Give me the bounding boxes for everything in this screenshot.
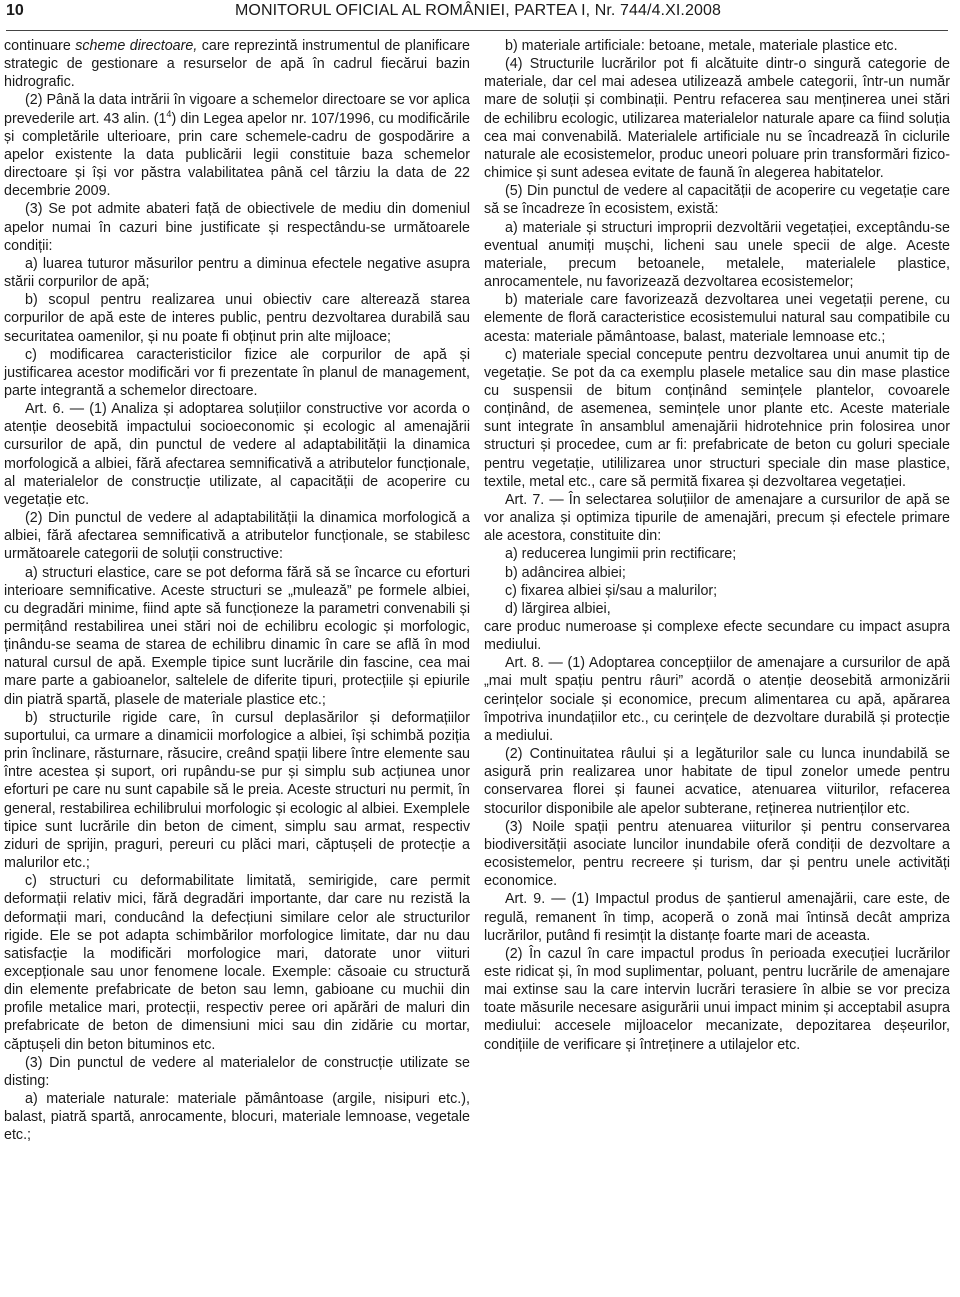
paragraph: c) structuri cu deformabilitate limitată, semirigide, care permit deformații relativ mici, fără degradări importante, dar care nu rezistă la deformații mari, conducând la defecțiuni similare celor ale structurilor rigide. Ele se pot adapta schimbărilor morfologice limitate, dar nu dau satisfacție la modificări morfologice mari, datorate unor viituri excepționale sau unor fenomene locale. Exemple: căsoaie cu structură din elemente prefabricate de beton sau lemn, gabioane cu muchii din profile metalice mari, protecții, respectiv peree ori apărări de maluri din prefabricate de beton de dimensiuni mici sau din zidărie cu mortar, căptușeli din beton bituminos etc.	[4, 873, 470, 1053]
paragraph: a) luarea tuturor măsurilor pentru a diminua efectele negative asupra stării corpurilor de apă;	[4, 255, 470, 291]
paragraph: (2) Din punctul de vedere al adaptabilității la dinamica morfologică a albiei, fără afectarea semnificativă a atributelor funcționale, se stabilesc următoarele categorii de soluții constructive:	[4, 510, 470, 563]
list-item: c) fixarea albiei și/sau a malurilor;	[505, 582, 718, 599]
paragraph: b) materiale care favorizează dezvoltarea unei vegetații perene, cu elemente de floră caracteristice ecosistemului natural sau compatibile cu acesta: materiale pământoase, balast, materiale lemnoase etc.;	[484, 292, 950, 345]
list-item: b) adâncirea albiei;	[505, 564, 626, 581]
paragraph: b) scopul pentru realizarea unui obiectiv care alterează starea corpurilor de apă este de interes public, pentru dezvoltarea durabilă sau securitatea oamenilor, și nu poate fi obținut prin alte mijloace;	[4, 292, 470, 345]
list-item: d) lărgirea albiei,	[505, 600, 611, 617]
text-columns	[4, 37, 950, 1145]
article-paragraph: Art. 7. — În selectarea soluțiilor de amenajare a cursurilor de apă se vor analiza și optimiza tipurile de amenajări, precum și efectele primare ale acestora, constituite din:	[484, 491, 950, 545]
article-paragraph: Art. 6. — (1) Analiza și adoptarea soluțiilor constructive vor acorda o atenție deosebită impactului socioeconomic și ecologic al amenajării cursurilor de apă, din punctul de vedere al adaptabilității la dinamica morfologică a albiei, fără afectarea semnificativă a atributelor funcționale, al materialelor de construcție utilizate, al capacității de acoperire cu vegetație etc.	[4, 401, 470, 508]
paragraph: a) materiale și structuri improprii dezvoltării vegetației, exceptându-se eventual anumiți mușchi, licheni sau unele specii de alge. Aceste materiale, precum betoanele, metalele, materialele plastice, anrocamentele, nu favorizează dezvoltarea ecosistemelor;	[484, 219, 950, 291]
paragraph: c) materiale special concepute pentru dezvoltarea unui anumit tip de vegetație. Se pot da ca exemplu plasele metalice sau din mase plastice cu suspensii de bitum conținând semințele plantelor, covoarele conținând, de asemenea, semințele unor plante etc. Aceste materiale sunt integrate în ansamblul amenajării hidrotehnice prin folosirea unor structuri și procedee, cum ar fi: prefabricate de beton cu goluri speciale pentru vegetație, utililizarea unor structuri speciale din mase plastice, textile, metal etc., care să permită fixarea și dezvoltarea vegetației.	[484, 346, 950, 490]
paragraph: continuare scheme directoare, care reprezintă instrumentul de planificare strategic de gestionare a resurselor de apă în cadrul fiecărui bazin hidrografic.	[4, 38, 470, 91]
paragraph: care produc numeroase și complexe efecte secundare cu impact asupra mediului.	[484, 619, 950, 654]
paragraph: (2) Continuitatea râului și a legăturilor sale cu lunca inundabilă se asigură prin realizarea unor habitate de tipul zonelor umede pentru conservarea florei și faunei acvatice, atenuarea viiturilor, refacerea stocurilor disponibile ale apelor subterane, reținerea nutrienților etc.	[484, 746, 950, 817]
article-paragraph: Art. 8. — (1) Adoptarea concepțiilor de amenajare a cursurilor de apă „mai mult spațiu pentru râuri” acordă o atenție deosebită armonizării cerințelor sociale și economice, precum alimentarea cu apă, apărarea împotriva inundațiilor etc., cu cerințele de dezvoltare durabilă și protecție a mediului.	[484, 655, 950, 744]
list-item: a) reducerea lungimii prin rectificare;	[505, 546, 737, 563]
article-paragraph: Art. 9. — (1) Impactul produs de șantierul amenajării, care este, de regulă, remanent în timp, acoperă o zonă mai întinsă decât ampriza lucrărilor, putând fi resimțit la distanțe foarte mari de aceasta.	[484, 891, 950, 944]
publication-title: MONITORUL OFICIAL AL ROMÂNIEI, PARTEA I, Nr. 744/4.XI.2008	[235, 2, 721, 19]
paragraph: (4) Structurile lucrărilor pot fi alcătuite dintr-o singură categorie de materiale, dar cel mai adesea utilizează ambele categorii, într-un număr mare de soluții și combinații. Pentru refacerea sau menținerea unei stări de echilibru ecologic, utilizarea materialelor naturale apare ca fiind soluția cea mai convenabilă. Materialele artificiale nu se încadrează în ciclurile naturale ale ecosistemelor, produc uneori poluare prin transformări fizico-chimice și sunt adesea evitate de faună în alegerea habitatelor.	[484, 56, 950, 182]
paragraph: (2) În cazul în care impactul produs în perioada execuției lucrărilor este ridicat și, în mod suplimentar, poluant, pentru lucrările de amenajare mai extinse sau la care intervin lucrări terasiere în albie se vor preciza toate măsurile necesare asigurării unui impact minim și acceptabil asupra mediului: accesele mijloacelor mecanizate, depozitarea deșeurilor, condițiile de verificare și întreținere a utilajelor etc.	[484, 945, 950, 1053]
paragraph: a) structuri elastice, care se pot deforma fără să se încarce cu eforturi interioare semnificative. Aceste structuri se „mulează” pe formele albiei, cu degradări minime, fiind apte să funcționeze la parametri convenabili și permițând restabilirea unei stări noi de echilibru ecologic și morfologic, ținându-se seama de starea de echilibru dinamic în care se află în mod natural cursul de apă. Exemple tipice sunt lucrările din fascine, cea mai mare parte a gabioanelor, saltelele de diferite tipuri, protecțiile și epiurile din piatră spartă, plasele de materiale plastice etc.;	[4, 564, 470, 708]
paragraph: (5) Din punctul de vedere al capacității de acoperire cu vegetație care să se încadreze în ecosistem, există:	[484, 183, 950, 218]
paragraph: c) modificarea caracteristicilor fizice ale corpurilor de apă și justificarea acestor modificări vor fi prezentate în planul de management, parte integrantă a schemelor directoare.	[4, 346, 470, 399]
right-column	[484, 37, 950, 1145]
page-number: 10	[6, 2, 24, 19]
paragraph: (3) Din punctul de vedere al materialelor de construcție utilizate se disting:	[4, 1054, 470, 1089]
paragraph: b) structurile rigide care, în cursul deplasărilor și deformațiilor suportului, ca urmare a dinamicii morfologice a albiei, își schimbă poziția prin înclinare, răsturnare, răsucire, creând spații libere între elemente sau între acestea și suport, ori rupându-se pur și simplu sub acțiunea unor eforturi pe care nu sunt capabile să le preia. Aceste structuri nu permit, în general, restabilirea echilibrului morfologic și ecologic al albiei. Exemplele tipice sunt lucrările din beton de ciment, simplu sau armat, respectiv ziduri de sprijin, praguri, pereuri cu plăci mari, căptușeli de protecție a malurilor etc.;	[4, 709, 470, 872]
paragraph: b) materiale artificiale: betoane, metale, materiale plastice etc.	[505, 38, 898, 54]
paragraph: (3) Noile spații pentru atenuarea viiturilor și pentru conservarea biodiversității asociate luncilor inundabile oferă condiții de dezvoltare a ecosistemelor, pentru recreere și turism, dar și pentru unele activități economice.	[484, 818, 950, 890]
paragraph: a) materiale naturale: materiale pământoase (argile, nisipuri etc.), balast, piatră spartă, anrocamente, blocuri, materiale lemnoase, vegetale etc.;	[4, 1091, 470, 1144]
left-column	[4, 37, 470, 1145]
paragraph: (3) Se pot admite abateri față de obiectivele de mediu din domeniul apelor numai în cazuri bine justificate și respectându-se următoarele condiții:	[4, 201, 470, 254]
page-header	[6, 0, 948, 31]
paragraph: (2) Până la data intrării în vigoare a schemelor directoare se vor aplica prevederile art. 43 alin. $(1^4)$ din Legea apelor nr. 107/1996, cu modificările și completările ulterioare, prin care schemele-cadru de gospodărire a apelor existente la data publicării legii constituie baza schemelor directoare și își vor păstra valabilitatea până cel târziu la data de 22 decembrie 2009.	[4, 92, 471, 200]
